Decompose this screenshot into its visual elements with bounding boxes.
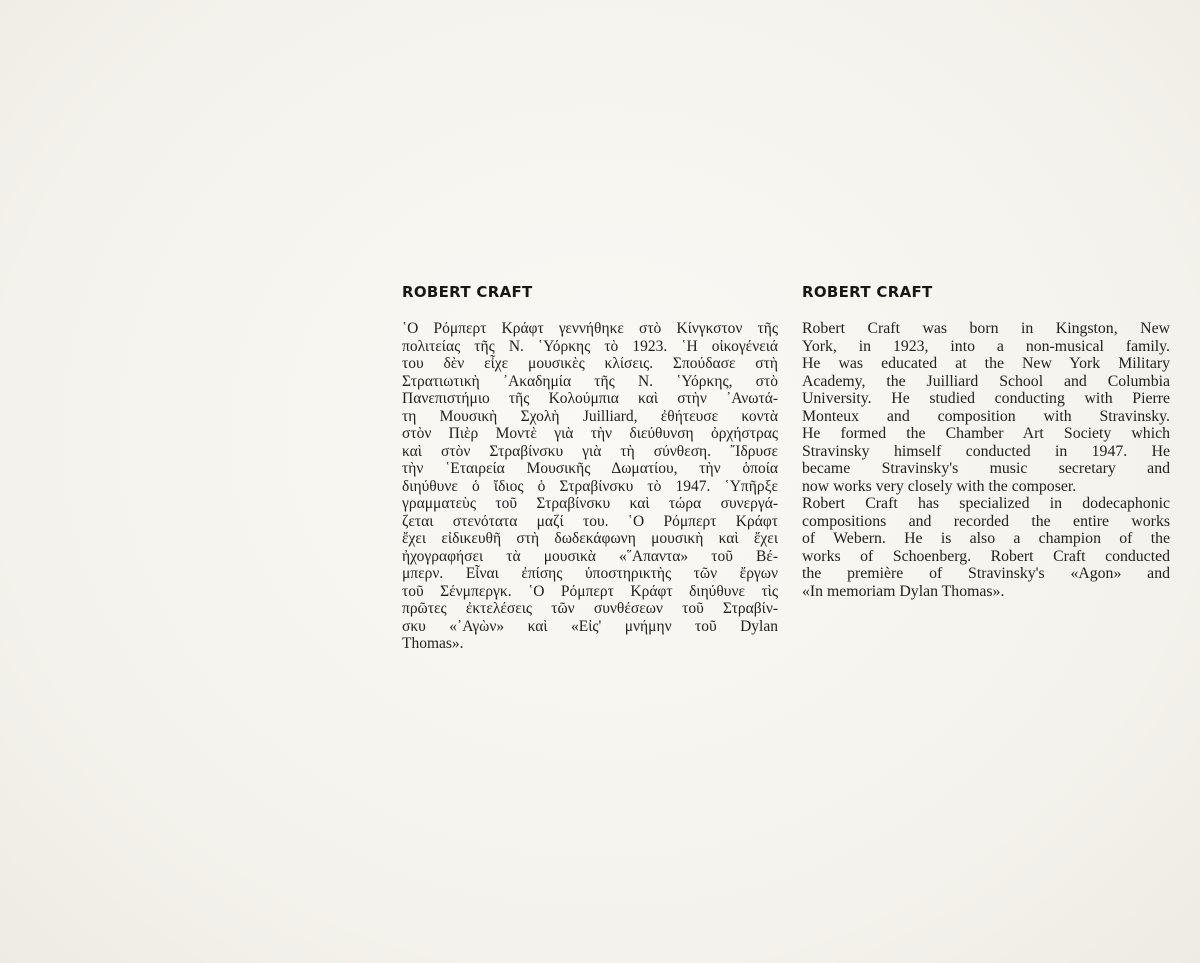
text-line: πολιτείας τῆς Ν. ῾Υόρκης τὸ 1923. ῾Η οἰκογένειά <box>402 337 778 355</box>
greek-column <box>402 282 778 653</box>
text-line: now works very closely with the composer. <box>802 477 1077 495</box>
text-line: works of Schoenberg. Robert Craft conducted <box>802 547 1170 565</box>
greek-body <box>402 320 778 653</box>
text-line: πρῶτες ἐκτελέσεις τῶν συνθέσεων τοῦ Στραβίν- <box>402 600 778 617</box>
text-line: Stravinsky himself conducted in 1947. He <box>802 442 1170 460</box>
text-line: the première of Stravinsky's «Agon» and <box>802 565 1170 582</box>
english-body <box>802 320 1170 600</box>
text-line: ἠχογραφήσει τὰ μουσικὰ «῞Απαντα» τοῦ Βέ- <box>402 547 778 565</box>
text-line: τη Μουσικὴ Σχολὴ Juilliard, ἐθήτευσε κοντὰ <box>402 407 778 425</box>
text-line: διηύθυνε ὁ ἴδιος ὁ Στραβίνσκυ τὸ 1947. ῾Υπῆρξε <box>402 477 778 495</box>
text-line: του δὲν εἶχε μουσικὲς κλίσεις. Σπούδασε στὴ <box>402 355 778 372</box>
greek-heading: ROBERT CRAFT <box>402 283 533 301</box>
text-line: Academy, the Juilliard School and Columbia <box>802 372 1170 390</box>
text-line: στὸν Πιὲρ Μοντὲ γιὰ τὴν διεύθυνση ὀρχήστρας <box>402 425 778 442</box>
text-line: γραμματεὺς τοῦ Στραβίνσκυ καὶ τώρα συνεργά- <box>402 495 778 512</box>
english-heading: ROBERT CRAFT <box>802 283 933 301</box>
text-line: compositions and recorded the entire works <box>802 512 1170 530</box>
text-line: ῾Ο Ρόμπερτ Κράφτ γεννήθηκε στὸ Κίνγκστον τῆς <box>402 320 778 337</box>
text-line: Στρατιωτικὴ ᾿Ακαδημία τῆς Ν. ῾Υόρκης, στὸ <box>402 372 778 390</box>
english-paragraph-1 <box>802 320 1170 495</box>
text-line: Robert Craft has specialized in dodecaphonic <box>802 495 1170 512</box>
text-line: ἔχει εἰδικευθῆ στὴ δωδεκάφωνη μουσικὴ καὶ ἔχει <box>402 530 778 547</box>
english-column <box>802 282 1170 600</box>
text-line: μπερν. Εἶναι ἐπίσης ὑποστηρικτὴς τῶν ἔργων <box>402 565 778 582</box>
text-line: became Stravinsky's music secretary and <box>802 460 1170 477</box>
text-line: of Webern. He is also a champion of the <box>802 530 1170 547</box>
text-line: καὶ στὸν Στραβίνσκυ γιὰ τὴ σύνθεση. ῎Ιδρυσε <box>402 442 778 460</box>
text-line: σκυ «᾿Αγὼν» καὶ «Εἰς' μνήμην τοῦ Dylan <box>402 617 778 635</box>
text-line: τὴν ῾Εταιρεία Μουσικῆς Δωματίου, τὴν ὁποία <box>402 460 778 477</box>
text-line: Monteux and composition with Stravinsky. <box>802 407 1170 425</box>
text-line: University. He studied conducting with Pierre <box>802 390 1170 407</box>
text-line: York, in 1923, into a non-musical family. <box>802 337 1170 355</box>
text-line: He was educated at the New York Military <box>802 355 1170 372</box>
text-line: Thomas». <box>402 635 464 652</box>
text-line: Πανεπιστήμιο τῆς Κολούμπια καὶ στὴν ᾿Ανωτά- <box>402 390 778 407</box>
text-line: Robert Craft was born in Kingston, New <box>802 320 1170 337</box>
text-line: He formed the Chamber Art Society which <box>802 425 1170 442</box>
text-line: «In memoriam Dylan Thomas». <box>802 582 1005 600</box>
text-line: τοῦ Σένμπεργκ. ῾Ο Ρόμπερτ Κράφτ διηύθυνε τὶς <box>402 582 778 600</box>
english-paragraph-2 <box>802 495 1170 600</box>
text-line: ζεται στενότατα μαζί του. ῾Ο Ρόμπερτ Κράφτ <box>402 512 778 530</box>
